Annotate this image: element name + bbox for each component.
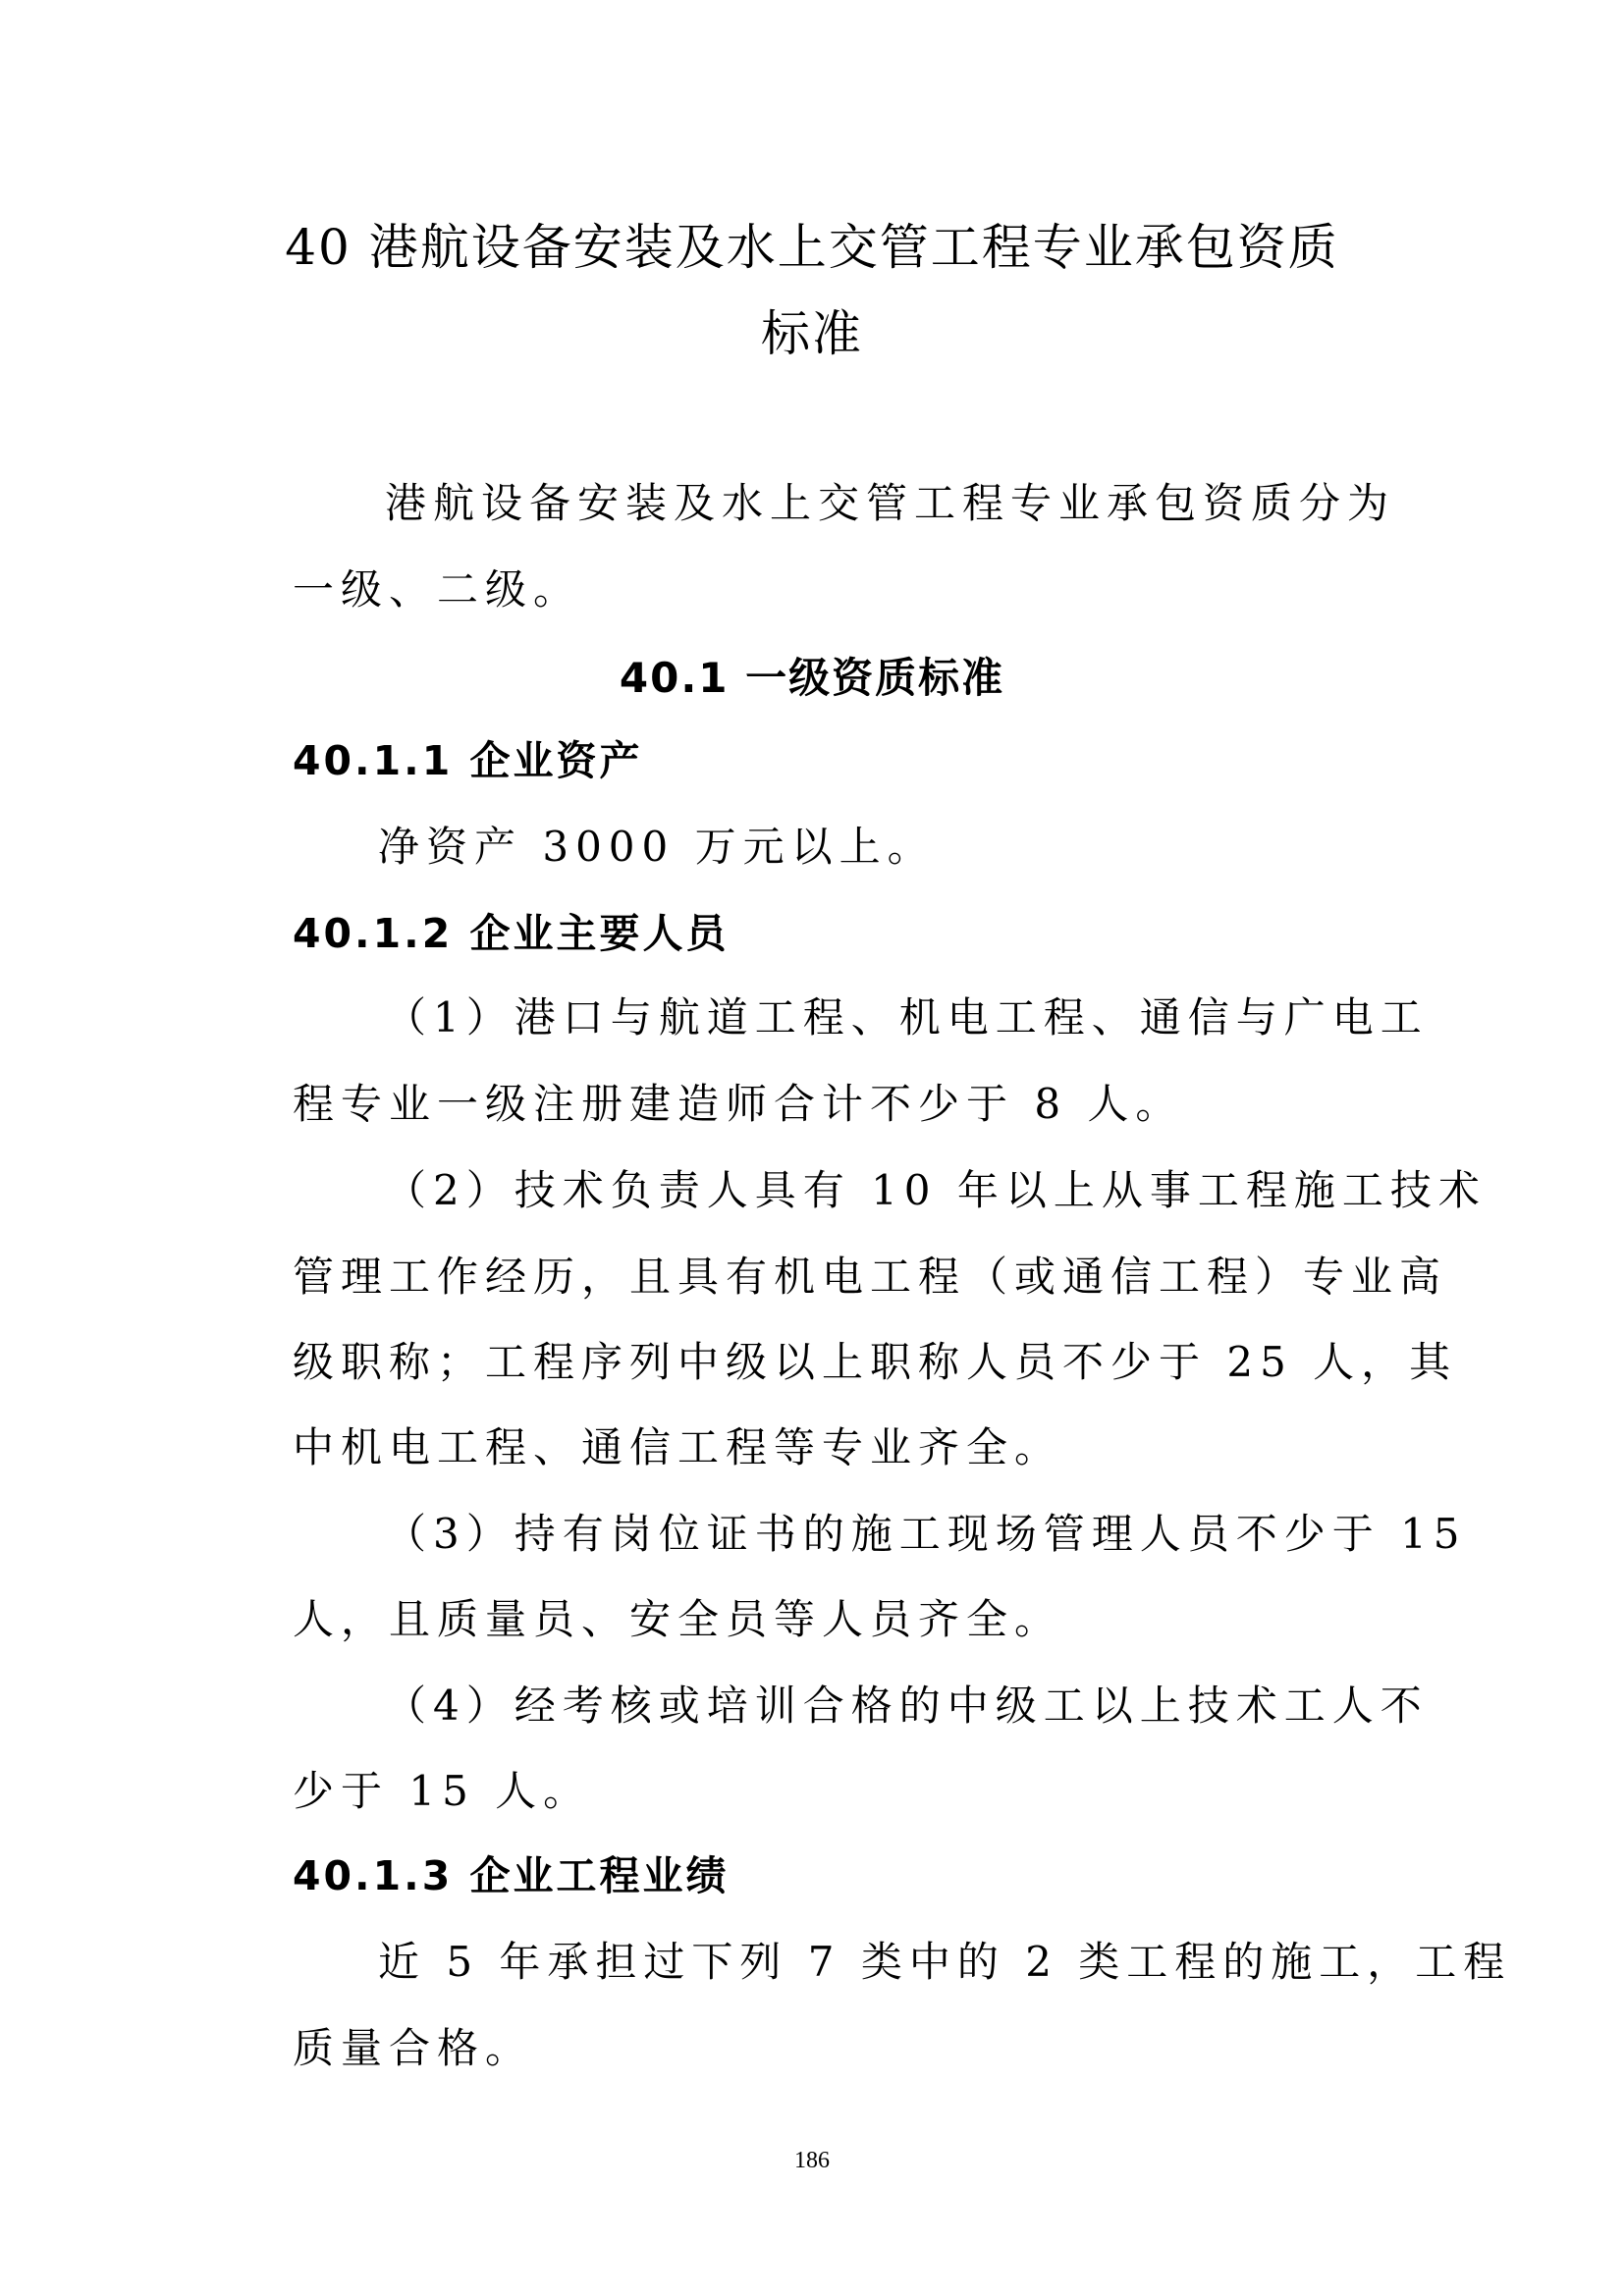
personnel-item-1-line-2: 程专业一级注册建造师合计不少于 8 人。 <box>293 1080 1184 1128</box>
intro-paragraph-line-1: 港航设备安装及水上交管工程专业承包资质分为 <box>385 479 1396 527</box>
subsection-heading-40-1-2: 40.1.2 企业主要人员 <box>293 910 730 957</box>
personnel-item-4-line-1: （4）经考核或培训合格的中级工以上技术工人不 <box>385 1682 1429 1730</box>
performance-line-1: 近 5 年承担过下列 7 类中的 2 类工程的施工，工程 <box>378 1938 1512 1986</box>
subsection-heading-40-1-1: 40.1.1 企业资产 <box>293 737 643 784</box>
personnel-item-2-line-1: （2）技术负责人具有 10 年以上从事工程施工技术 <box>385 1166 1487 1214</box>
page-number: 186 <box>794 2148 830 2173</box>
document-title-line-1: 40 港航设备安装及水上交管工程专业承包资质 <box>285 219 1339 276</box>
net-assets-line: 净资产 3000 万元以上。 <box>378 823 936 871</box>
document-title-line-2: 标准 <box>761 305 863 362</box>
subsection-heading-40-1-3: 40.1.3 企业工程业绩 <box>293 1852 730 1899</box>
personnel-item-2-line-4: 中机电工程、通信工程等专业齐全。 <box>293 1423 1063 1471</box>
intro-paragraph-line-2: 一级、二级。 <box>293 565 582 614</box>
performance-line-2: 质量合格。 <box>293 2024 534 2072</box>
personnel-item-2-line-2: 管理工作经历，且具有机电工程（或通信工程）专业高 <box>293 1253 1448 1301</box>
personnel-item-2-line-3: 级职称；工程序列中级以上职称人员不少于 25 人，其 <box>293 1338 1458 1386</box>
personnel-item-1-line-1: （1）港口与航道工程、机电工程、通信与广电工 <box>385 993 1429 1041</box>
section-heading-40-1: 40.1 一级资质标准 <box>619 654 1005 702</box>
personnel-item-3-line-2: 人，且质量员、安全员等人员齐全。 <box>293 1595 1063 1643</box>
personnel-item-3-line-1: （3）持有岗位证书的施工现场管理人员不少于 15 <box>385 1510 1467 1558</box>
personnel-item-4-line-2: 少于 15 人。 <box>293 1767 592 1815</box>
